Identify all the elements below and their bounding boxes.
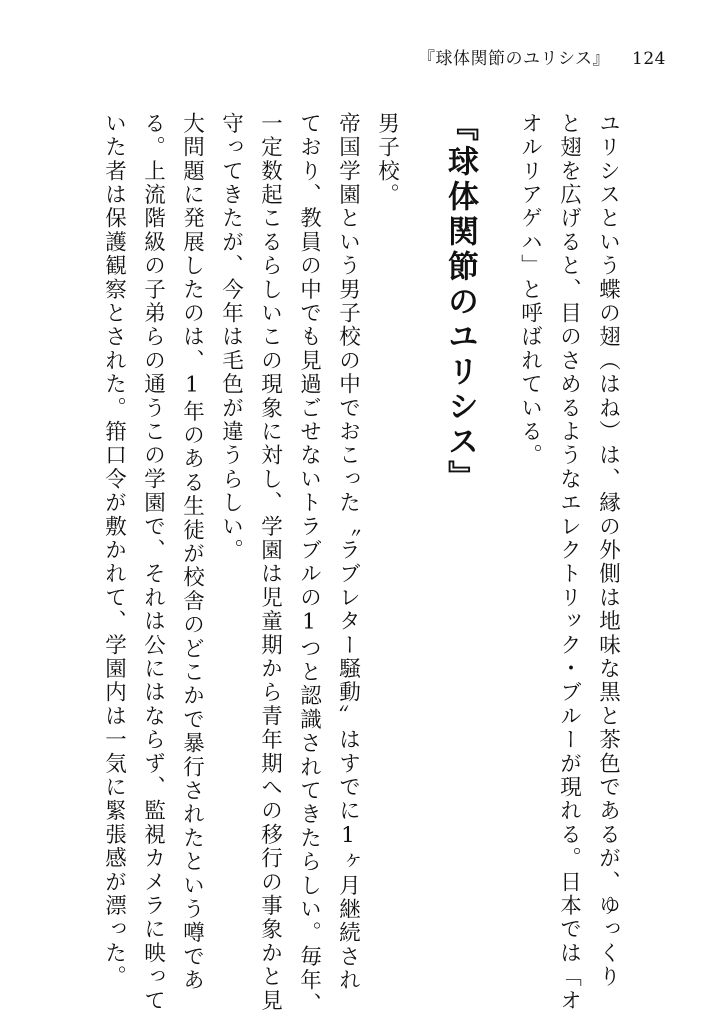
body-text-line: と翅を広げると、目のさめるようなエレクトリック・ブルーが現れる。日本では「オ <box>556 112 582 1013</box>
body-text-line: 帝国学園という男子校の中でおこった〝ラブレター騒動〟はすでに1ヶ月継続され <box>335 112 361 993</box>
body-text-line: 男子校。 <box>374 112 400 207</box>
body-text-line: る。上流階級の子弟らの通うこの学園で、それは公にはならず、監視カメラに映って <box>140 112 166 1013</box>
body-text-line: 守ってきたが、今年は毛色が違うらしい。 <box>218 112 244 563</box>
body-text-line: 大問題に発展したのは、1年のある生徒が校舎のどこかで暴行されたという噂であ <box>179 112 205 993</box>
body-text-line: 一定数起こるらしいこの現象に対し、学園は児童期から青年期への移行の事象かと見 <box>257 112 283 1013</box>
page-number: 124 <box>632 49 666 69</box>
body-text-line: オルリアゲハ」と呼ばれている。 <box>517 112 543 468</box>
chapter-title: 『球体関節のユリシス』 <box>442 110 478 495</box>
running-header <box>418 44 666 69</box>
body-text-line: ユリシスという蝶の翅（はね）は、縁の外側は地味な黒と茶色であるが、ゆっくり <box>595 112 621 989</box>
body-text-line: いた者は保護観察とされた。箝口令が敷かれて、学園内は一気に緊張感が漂った。 <box>101 112 127 989</box>
running-header-title: 『球体関節のユリシス』 <box>418 49 611 69</box>
body-text-line: ており、教員の中でも見過ごせないトラブルの1つと認識されてきたらしい。毎年、 <box>296 112 322 1017</box>
